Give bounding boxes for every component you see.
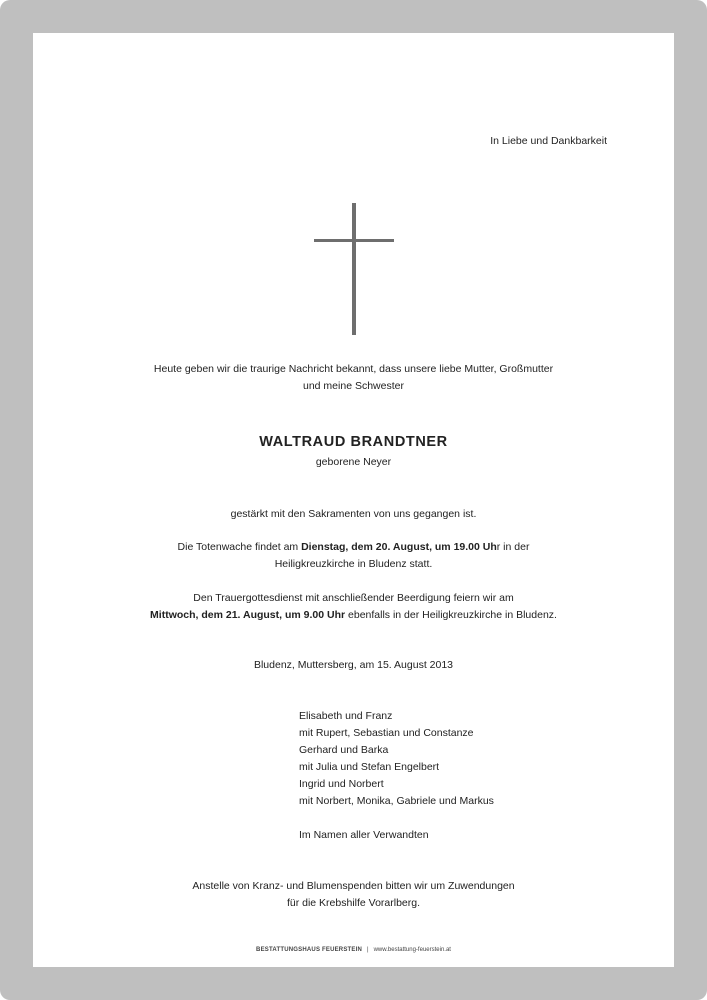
funeral-line-1: Den Trauergottesdienst mit anschließender Beerdigung feiern wir am: [193, 592, 514, 604]
sacraments-line: gestärkt mit den Sakramenten von uns gegangen ist.: [230, 508, 477, 520]
signer-line: Gerhard und Barka: [299, 744, 389, 756]
signer-line: Ingrid und Norbert: [299, 778, 384, 790]
place-date: Bludenz, Muttersberg, am 15. August 2013: [253, 659, 454, 671]
footer-company: BESTATTUNGSHAUS FEUERSTEIN: [256, 947, 363, 953]
relatives-line: Im Namen aller Verwandten: [299, 829, 429, 841]
intro-line-2: und meine Schwester: [303, 380, 404, 392]
funeral-line-2: Mittwoch, dem 21. August, um 9.00 Uhr ebenfalls in der Heiligkreuzkirche in Bludenz.: [150, 609, 557, 621]
footer-separator: |: [367, 947, 369, 953]
signers-list: [299, 708, 494, 844]
signer-line: mit Julia und Stefan Engelbert: [299, 761, 440, 773]
cross-icon: [314, 203, 394, 335]
footer: [33, 946, 674, 954]
donation-line-2: für die Krebshilfe Vorarlberg.: [286, 897, 421, 909]
footer-website[interactable]: www.bestattung-feuerstein.at: [373, 947, 451, 953]
intro-line-1: Heute geben wir die traurige Nachricht bekannt, dass unsere liebe Mutter, Großmutter: [153, 363, 554, 375]
obituary-card: [33, 33, 674, 967]
donation-line-1: Anstelle von Kranz- und Blumenspenden bitten wir um Zuwendungen: [192, 880, 515, 892]
signer-line: Elisabeth und Franz: [299, 710, 393, 722]
signer-line: mit Rupert, Sebastian und Constanze: [299, 727, 474, 739]
signer-line: mit Norbert, Monika, Gabriele und Markus: [299, 795, 494, 807]
deceased-name: WALTRAUD BRANDTNER: [259, 434, 448, 450]
vigil-line-2: Heiligkreuzkirche in Bludenz statt.: [274, 558, 433, 570]
maiden-name: geborene Neyer: [315, 456, 392, 468]
dedication-text: In Liebe und Dankbarkeit: [490, 135, 607, 147]
vigil-line-1: Die Totenwache findet am Dienstag, dem 20. August, um 19.00 Uhr in der: [177, 541, 530, 553]
